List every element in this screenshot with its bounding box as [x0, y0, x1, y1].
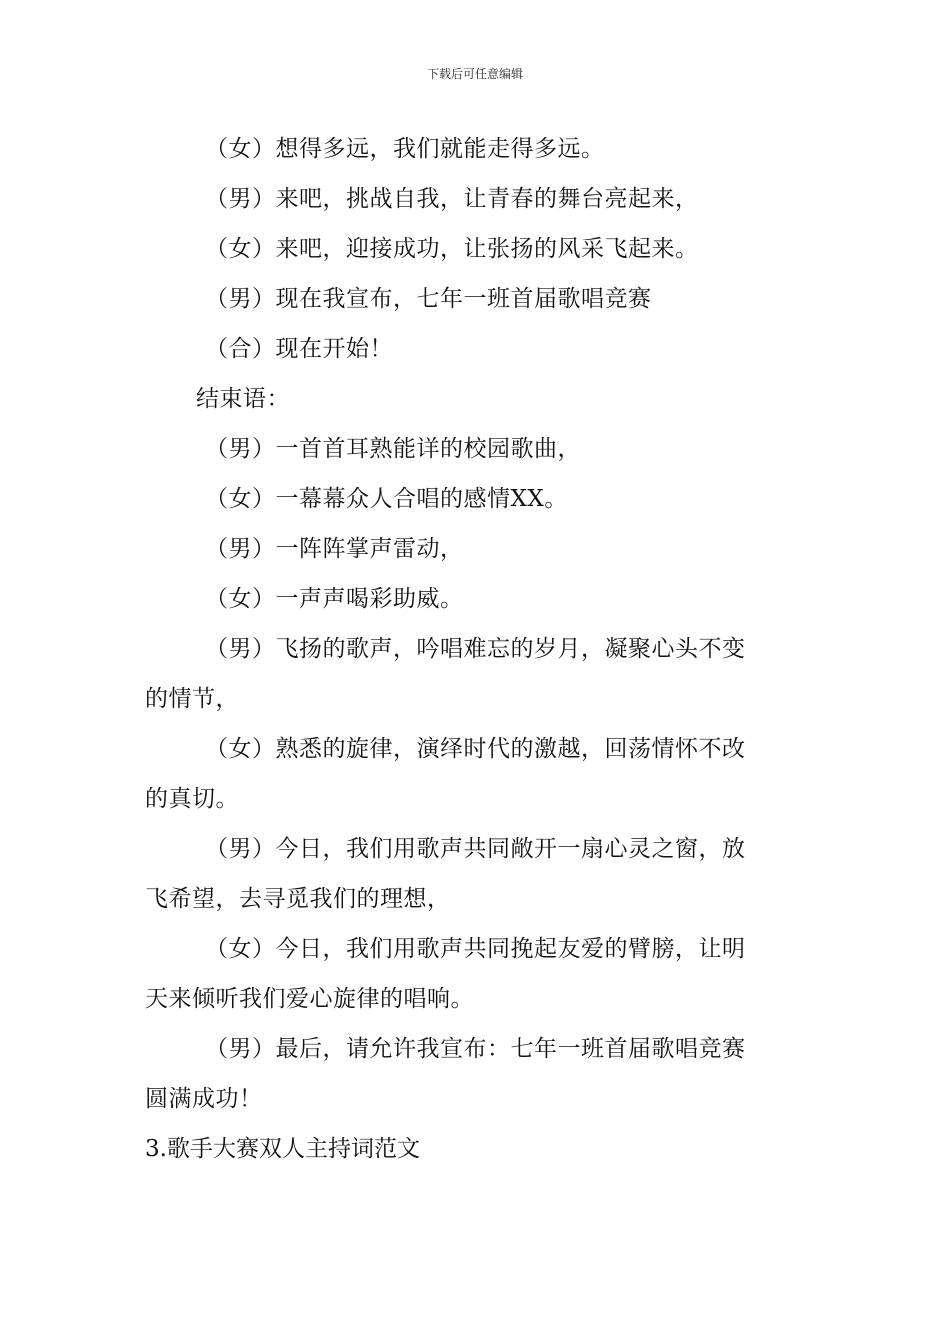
script-line-continuation: 飞希望，去寻觅我们的理想， [145, 886, 451, 912]
script-line-continuation: 的真切。 [145, 786, 239, 812]
page-header-note: 下载后可任意编辑 [426, 67, 523, 81]
closing-remarks-label: 结束语： [196, 386, 290, 412]
section-heading: 3.歌手大赛双人主持词范文 [145, 1136, 420, 1162]
script-line: （女）一幕幕众人合唱的感情XX。 [205, 486, 568, 512]
script-line: （男）飞扬的歌声，吟唱难忘的岁月，凝聚心头不变 [205, 636, 746, 662]
script-line: （女）来吧，迎接成功，让张扬的风采飞起来。 [205, 236, 699, 262]
script-line: （男）一首首耳熟能详的校园歌曲， [205, 436, 581, 462]
script-line: （男）现在我宣布，七年一班首届歌唱竞赛 [205, 286, 652, 312]
script-line: （女）想得多远，我们就能走得多远。 [205, 136, 605, 162]
script-line: （男）一阵阵掌声雷动， [205, 536, 464, 562]
script-line: （男）最后，请允许我宣布：七年一班首届歌唱竞赛 [205, 1036, 746, 1062]
script-line: （女）今日，我们用歌声共同挽起友爱的臂膀，让明 [205, 936, 746, 962]
script-line: （男）来吧，挑战自我，让青春的舞台亮起来， [205, 186, 699, 212]
script-line: （男）今日，我们用歌声共同敞开一扇心灵之窗，放 [205, 836, 746, 862]
script-line: （女）熟悉的旋律，演绎时代的激越，回荡情怀不改 [205, 736, 746, 762]
script-line: （女）一声声喝彩助威。 [205, 586, 464, 612]
script-line-continuation: 圆满成功！ [145, 1086, 263, 1112]
script-line-continuation: 的情节， [145, 686, 239, 712]
script-line-continuation: 天来倾听我们爱心旋律的唱响。 [145, 986, 474, 1012]
script-line: （合）现在开始！ [205, 336, 393, 362]
